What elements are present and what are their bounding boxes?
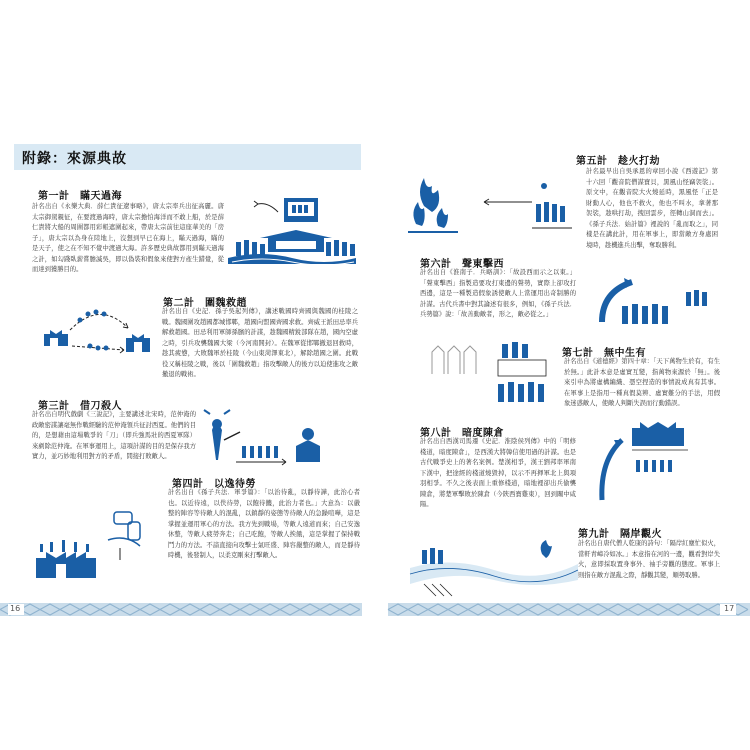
waiting-army-illustration [36, 500, 162, 590]
borrowed-sword-illustration [196, 410, 346, 468]
section-text-8: 計名出自西漢司馬遷《史記．淮陰侯列傳》中的「明修棧道，暗度陳倉」，是西漢大將韓信使用過的計謀。也是古代戰爭史上的著名案例。楚漢相爭，漢王劉邦率軍南下漢中，把途經的棧道燒毀掉，以示不再揮軍北上與項羽相爭。不久之後表面上重修棧道，暗地裡卻出兵偷襲陳倉，將楚軍擊敗於陳倉（今陝西寶雞東），回到關中咸陽。 [420, 438, 576, 508]
siege-illustration [40, 300, 160, 370]
section-title-1: 第一計 瞞天過海 [38, 191, 122, 202]
section-title-8: 第八計 暗度陳倉 [420, 428, 504, 439]
ship-illustration [228, 192, 358, 270]
footer-pattern-right [388, 603, 750, 616]
section-text-5: 計名最早出自吳承恩的章回小說《西遊記》第十六回「觀音院僧謀寶貝，黑風山怪竊袈裟」。原文中，在觀音院大火燒延時，黑風怪「正是財動人心，他也不救火，他也不叫水，拿著那袈裟，趁哄打劫，拽回雲步，徑轉山洞而去」。《孫子兵法．始計篇》裡說的「亂而取之」，同樣是在講此計，用在軍事上，即當敵方身處困境時，趁機進兵出擊，奪取勝利。 [586, 168, 718, 249]
footer-pattern-left [0, 603, 362, 616]
feint-attack-illustration [592, 262, 722, 334]
section-title-2: 第二計 圍魏救趙 [163, 298, 247, 309]
section-title-9: 第九計 隔岸觀火 [578, 529, 662, 540]
section-text-6: 計名出自《淮南子．兵略訓》：「故設西而示之以東。」「聲東擊西」指製造要攻打東邊的聲勢，實際上卻攻打西邊，這是一種製造假象誘使敵人上當運用出奇制勝的計謀。古代兵書中對其論述有很多，例如，《孫子兵法．兵勢篇》說：「故善動敵者，形之，敵必從之。」 [420, 269, 576, 318]
secret-route-illustration [592, 420, 724, 510]
fire-across-river-illustration [410, 540, 578, 600]
fire-raid-illustration [404, 168, 584, 244]
section-text-9: 計名出自唐代僧人乾康的詩句：「隔岸紅塵忙似火，當軒青嶂冷如冰。」本意指在河的一邊，觀看對岸失火，意即採取置身事外、袖手旁觀的態度。軍事上則指在敵方混亂之際，靜觀其變，順勢取勝。 [578, 540, 720, 579]
page-number-left: 16 [10, 604, 21, 613]
page-title: 附錄：來源典故 [22, 151, 127, 167]
section-text-3: 計名出自明代戲劇《三說記》，主要講述北宋時，范仲淹的政敵密謀讓毫無作戰經驗的范仲淹領兵征討西夏。他們的目的，是想藉由這場戰爭的「刀」（即兵強馬壯的西夏軍隊）來剷除范仲淹。在軍事運用上，這項計謀的目的是保存我方實力，並巧妙地利用對方的矛盾，間接打敗敵人。 [32, 411, 196, 460]
section-text-1: 計名出自《永樂大典．薛仁貴征遼事略》，唐太宗率兵出征高麗。唐太宗御駕親征，在要渡過海時，唐太宗擔怕海洋而不敢上船，於是薛仁貴將大船的周圍都用彩帳遮圍起來，帶唐太宗前往這座華美的「房子」，唐太宗以為身在陸地上，沒想到早已在海上，瞞天過海，瞞的是天子，使之在不知不覺中渡過大海。許多歷史典故都用到瞞天過海之計，如勾踐臥薪嘗膽滅吳，即以偽裝和假象來使對方產生錯覺，從而達到獲勝目的。 [32, 203, 224, 273]
section-title-5: 第五計 趁火打劫 [576, 156, 660, 167]
section-text-2: 計名出自《史記．孫子吳起列傳》，講述戰國時齊國與魏國的桂陵之戰。魏國圍攻趙國都城邯鄲，趙國向盟國齊國求救。齊威王派田忌率兵解救趙國。田忌利用軍師孫臏的計謀，趁魏國精銳部隊在趙，國內空虛之時，引兵攻襲魏國大梁（今河南開封）。在魏軍從邯鄲撤退回救時，趁其疲憊，大敗魏軍於桂陵（今山東菏澤東北），解除趙國之圍。此戰役又稱桂陵之戰，後以「圍魏救趙」指攻擊敵人的後方以迫使進攻之敵撤退的戰術。 [162, 308, 358, 378]
section-title-3: 第三計 借刀殺人 [38, 401, 122, 412]
section-text-4: 計名出自《孫子兵法．軍爭篇》：「以治待亂，以靜待譁，此治心者也。以近待遠，以佚待勞，以飽待饑，此治力者也。」大意為：以嚴整的陣容等待敵人的混亂，以鎮靜的姿態等待敵人的急躁喧嘩，這是掌握並運用軍心的方法。我方先到戰場，等敵人遠道而來；自己安逸休整，等敵人疲勞奔走；自己吃飽，等敵人挨餓，這是掌握了保持戰鬥力的方法。不諳直接向攻擊士氣旺盛、陣容嚴整的敵人，而是靜待時機，後發制人，以柔克剛來打擊敵人。 [168, 489, 360, 559]
scarecrow-army-illustration [426, 338, 556, 410]
page-number-right: 17 [724, 604, 735, 613]
section-title-6: 第六計 聲東擊西 [420, 259, 504, 270]
section-text-7: 計名出自《道德經》第四十章：「天下萬物生於有，有生於無。」此計本意是虛實互變，指萬物來源於「無」。後來引申為將虛構編織、憑空捏造的事情說成真有其事。在軍事上是指用一種真假莫辨、虛實難分的手法，用假象迷惑敵人，使敵人判斷失誤而行動錯誤。 [564, 358, 720, 407]
section-title-7: 第七計 無中生有 [562, 348, 646, 359]
section-title-4: 第四計 以逸待勞 [172, 479, 256, 490]
